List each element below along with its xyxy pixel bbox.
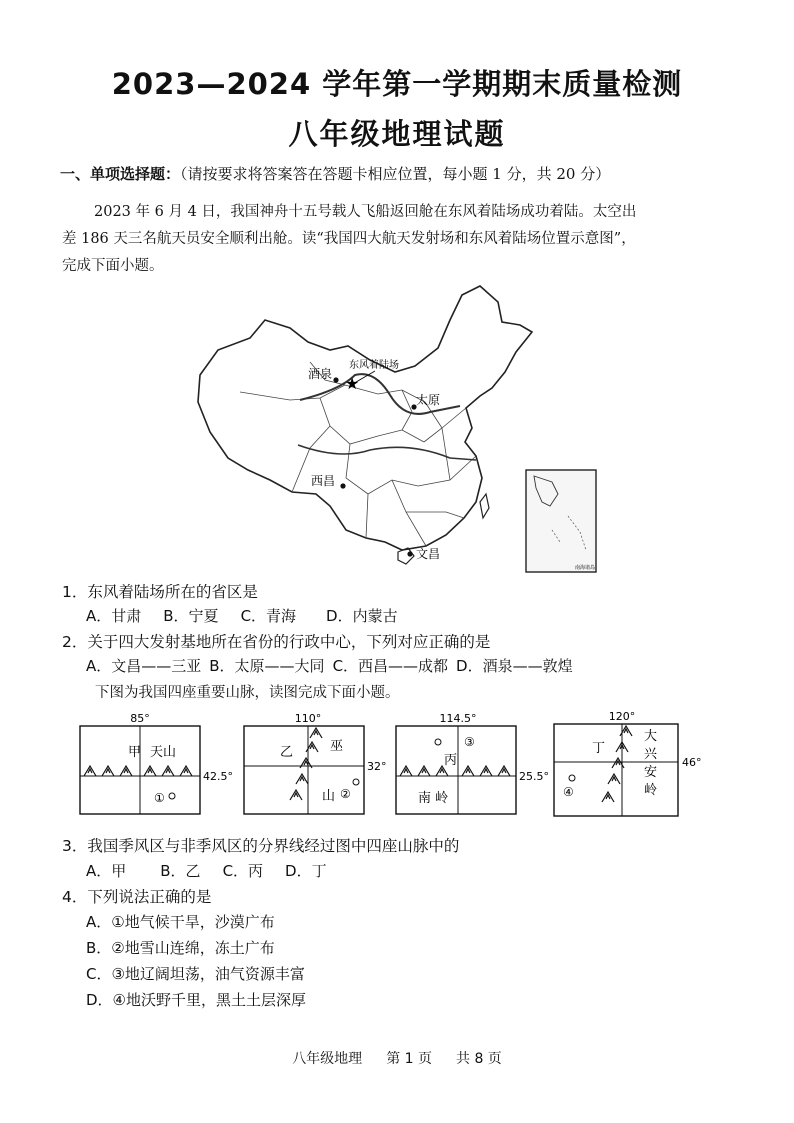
q2-option-c[interactable]: C．西昌——成都 — [332, 657, 449, 675]
panel4-name-2: 兴 — [644, 747, 658, 762]
exam-title: 2023—2024 学年第一学期期末质量检测 — [111, 67, 683, 101]
panel3-name: 南 岭 — [418, 791, 449, 806]
panel2-lon: 110° — [294, 712, 322, 725]
inset-label: 南海诸岛 — [575, 565, 596, 571]
q1-option-b[interactable]: B．宁夏 — [163, 607, 219, 625]
q2-option-a[interactable]: A．文昌——三亚 — [86, 657, 202, 675]
panel4-lat: 46° — [682, 756, 702, 769]
south-sea-inset — [526, 470, 596, 572]
q3-option-a[interactable]: A．甲 — [86, 862, 127, 880]
q4-option-b[interactable]: B．②地雪山连绵，冻土广布 — [86, 939, 275, 957]
exam-subtitle: 八年级地理试题 — [288, 117, 506, 151]
question-3-options — [86, 860, 349, 881]
panel2-mark: 乙 — [280, 745, 294, 760]
q3-option-d[interactable]: D．丁 — [285, 862, 327, 880]
site-label-jiuquan: 酒泉 — [308, 367, 333, 381]
q1-option-d[interactable]: D．内蒙古 — [326, 607, 398, 625]
site-label-taiyuan: 太原 — [416, 393, 441, 407]
site-label-xichang: 西昌 — [311, 474, 336, 488]
site-marker-jiuquan — [333, 377, 338, 382]
panel3-point: ③ — [464, 735, 475, 749]
figure-intro: 下图为我国四座重要山脉，读图完成下面小题。 — [95, 685, 400, 701]
panel-daxinganling — [554, 710, 702, 816]
q4-option-a[interactable]: A．①地气候干旱，沙漠广布 — [86, 913, 275, 931]
panel1-lon: 85° — [130, 712, 150, 725]
footer-page: 第 1 页 — [386, 1051, 432, 1067]
q2-option-b[interactable]: B．太原——大同 — [209, 657, 325, 675]
landing-site-star-icon: ★ — [345, 374, 360, 393]
footer-total: 共 8 页 — [456, 1051, 502, 1067]
site-marker-xichang — [340, 483, 345, 488]
q4-option-d[interactable]: D．④地沃野千里，黑土土层深厚 — [86, 991, 306, 1009]
site-marker-wenchang — [407, 551, 412, 556]
panel2-name-1: 巫 — [330, 739, 344, 754]
panel2-name-2: 山 — [322, 789, 336, 804]
panel3-lon: 114.5° — [439, 712, 477, 725]
taiwan-island — [480, 494, 489, 518]
passage-line-3: 完成下面小题。 — [62, 258, 164, 274]
panel4-lon: 120° — [608, 710, 636, 723]
question-3-stem: 3．我国季风区与非季风区的分界线经过图中四座山脉中的 — [62, 837, 460, 855]
panel2-lat: 32° — [367, 760, 387, 773]
yangtze-river — [298, 445, 476, 460]
china-map — [180, 280, 600, 575]
panel-tianshan — [80, 712, 233, 814]
site-label-wenchang: 文昌 — [416, 547, 441, 561]
mountain-panels — [60, 706, 740, 826]
panel4-point: ④ — [563, 785, 574, 799]
panel1-mark: 甲 — [128, 745, 142, 760]
section-title: 一、单项选择题： — [60, 165, 181, 183]
q1-option-a[interactable]: A．甘肃 — [86, 607, 142, 625]
passage-line-1: 2023 年 6 月 4 日，我国神舟十五号载人飞船返回舱在东风着陆场成功着陆。太空出 — [94, 204, 637, 220]
q4-option-c[interactable]: C．③地辽阔坦荡，油气资源丰富 — [86, 965, 305, 983]
question-1-stem: 1．东风着陆场所在的省区是 — [62, 583, 258, 601]
passage-line-2: 差 186 天三名航天员安全顺利出舱。读“我国四大航天发射场和东风着陆场位置示意图”， — [62, 231, 636, 247]
panel-wushan — [244, 712, 387, 814]
panel1-point: ① — [154, 791, 165, 805]
q1-option-c[interactable]: C．青海 — [240, 607, 297, 625]
question-4-stem: 4．下列说法正确的是 — [62, 888, 212, 906]
question-2-stem: 2．关于四大发射基地所在省份的行政中心，下列对应正确的是 — [62, 633, 491, 651]
panel4-name-4: 岭 — [644, 783, 658, 798]
panel-nanling — [396, 712, 549, 814]
q2-option-d[interactable]: D．酒泉——敦煌 — [456, 657, 573, 675]
panel2-point: ② — [340, 787, 351, 801]
question-1-options — [86, 605, 420, 626]
footer-subject: 八年级地理 — [292, 1051, 363, 1067]
panel1-lat: 42.5° — [203, 770, 233, 783]
q3-option-b[interactable]: B．乙 — [160, 862, 201, 880]
q3-option-c[interactable]: C．丙 — [222, 862, 264, 880]
panel3-mark: 丙 — [444, 753, 458, 768]
panel4-name-1: 大 — [644, 729, 658, 744]
question-2-options — [86, 655, 595, 676]
section-instruction: （请按要求将答案答在答题卡相应位置，每小题 1 分，共 20 分） — [180, 165, 611, 183]
panel1-name: 天山 — [150, 745, 177, 760]
panel4-mark: 丁 — [592, 741, 606, 756]
landing-site-label: 东风着陆场 — [349, 360, 399, 371]
page-footer — [0, 1048, 794, 1068]
panel4-name-3: 安 — [644, 765, 658, 780]
panel3-lat: 25.5° — [519, 770, 549, 783]
section-heading — [60, 163, 610, 184]
